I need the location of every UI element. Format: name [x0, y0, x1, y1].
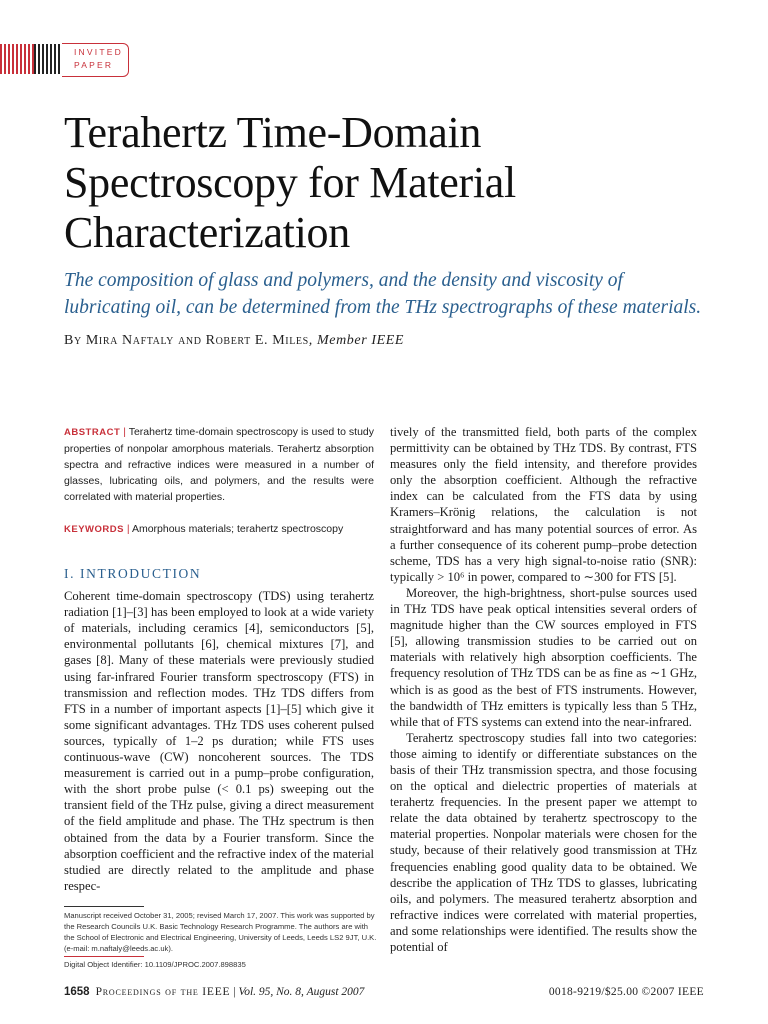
author-names: Mira Naftaly and Robert E. Miles [85, 333, 309, 348]
abstract-label: ABSTRACT [64, 427, 121, 438]
author-prefix: By [64, 333, 86, 348]
paper-subtitle: The composition of glass and polymers, and the density and viscosity of lubricating oil, can be determined from the THz spectrographs of these materials. [64, 270, 702, 318]
badge-line-2: PAPER [74, 60, 114, 70]
issue-info: Vol. 95, No. 8, August 2007 [238, 986, 365, 998]
right-paragraph-2: Moreover, the high-brightness, short-pulse sources used in THz TDS have peak optical intensities several orders of magnitude higher than the CW sources employed in FTS [5], allowing transmission studies to be carried out on materials with relatively high absorption coefficients. The frequency resolution of THz TDS can be as fine as ∼1 GHz, which is as good as the best of FTS instruments. However, the bandwidth of THz emitters is typically less than 5 THz, while that of FTS systems can extend into the near-infrared. [390, 585, 697, 729]
keywords-separator: | [126, 523, 130, 535]
author-line [64, 333, 404, 349]
doi-line: Digital Object Identifier: 10.1109/JPROC.2007.898835 [64, 960, 246, 969]
author-suffix: , Member IEEE [308, 333, 405, 348]
keywords-label: KEYWORDS [64, 524, 124, 535]
footer-separator: | [230, 986, 239, 998]
section-heading-introduction: I. INTRODUCTION [64, 566, 202, 581]
left-column [64, 424, 374, 894]
page-number: 1658 [64, 986, 90, 998]
footnote-rule [64, 906, 144, 907]
journal-name: Proceedings of the IEEE [95, 986, 231, 998]
right-paragraph-1: tively of the transmitted field, both parts of the complex permittivity can be obtained by THz TDS. By contrast, FTS measures only the field intensity, and therefore provides only the absorption coefficient. Although the refractive index can be calculated from the FTS data by using Kramers–Krönig relations, the calculation is not straightforward and has many potential sources of error. As a further consequence of its coherent pump–probe detection scheme, TDS has a very high signal-to-noise ratio (SNR): typically > 10⁶ in power, compared to ∼300 for FTS [5]. [390, 425, 697, 584]
left-paragraph: Coherent time-domain spectroscopy (TDS) using terahertz radiation [1]–[3] has been employed to look at a wide variety of materials, including ceramics [4], semiconductors [5], environmental pollutants [6], chemical mixtures [7], and gases [8]. Many of these materials were previously studied using far-infrared Fourier transform spectroscopy (FTS) in transmission and reflection modes. THz TDS differs from FTS in a number of important aspects [1]–[5] which give it some significant advantages. THz TDS uses coherent pulsed sources, typically of 1–2 ps duration; while FTS uses continuous-wave (CW) noncoherent sources. The TDS measurement is carried out in a pump–probe configuration, with the short probe pulse (< 0.1 ps) sweeping out the transient field of the THz pulse, giving a direct measurement of the field amplitude and phase. The THz spectrum is then obtained from the data by a Fourier transform. Since the absorption coefficient and the refractive index of the material studied are directly related to the amplitude and phase respec- [64, 589, 374, 893]
abstract-separator: | [123, 426, 126, 438]
doi-rule [64, 956, 144, 957]
manuscript-footnote: Manuscript received October 31, 2005; revised March 17, 2007. This work was supported by the Research Councils U.K. Basic Technology Research Programme. The authors are with the School of Electronic and Electrical Engineering, University of Leeds, Leeds LS2 9JT, U.K. (e-mail: m.naftaly@leeds.ac.uk). [64, 911, 377, 953]
abstract-text: Terahertz time-domain spectroscopy is used to study properties of nonpolar amorphous materials. Terahertz absorption spectra and refractive indices were measured in a number of glasses, lubricating oils, and polymers, and the results were correlated with material properties. [64, 426, 374, 503]
keywords [64, 521, 374, 538]
right-column [390, 424, 697, 955]
invited-paper-badge [0, 40, 140, 78]
badge-stripes-dark [34, 44, 62, 74]
copyright-line: 0018-9219/$25.00 ©2007 IEEE [548, 986, 704, 998]
abstract [64, 424, 374, 505]
right-paragraph-3: Terahertz spectroscopy studies fall into two categories: those aiming to identify or differentiate substances on the basis of their THz transmission spectra, and those focusing on the optical and dielectric properties of materials at terahertz frequencies. In the present paper we attempt to relate the data obtained by terahertz spectroscopy to the material properties. Nonpolar materials were chosen for the study, because of their relatively good transmission at THz frequencies enabling good quality data to be obtained. We describe the application of THz TDS to glasses, lubricating oils, and polymers. The measured terahertz absorption and refractive indices were correlated with material properties, and some relationships were identified. The results show the potential of [390, 730, 697, 954]
keywords-text: Amorphous materials; terahertz spectroscopy [131, 523, 344, 535]
paper-title: Terahertz Time-Domain Spectroscopy for Material Characterization [64, 108, 516, 257]
page-footer-left [64, 986, 364, 998]
badge-line-1: INVITED [74, 47, 123, 57]
